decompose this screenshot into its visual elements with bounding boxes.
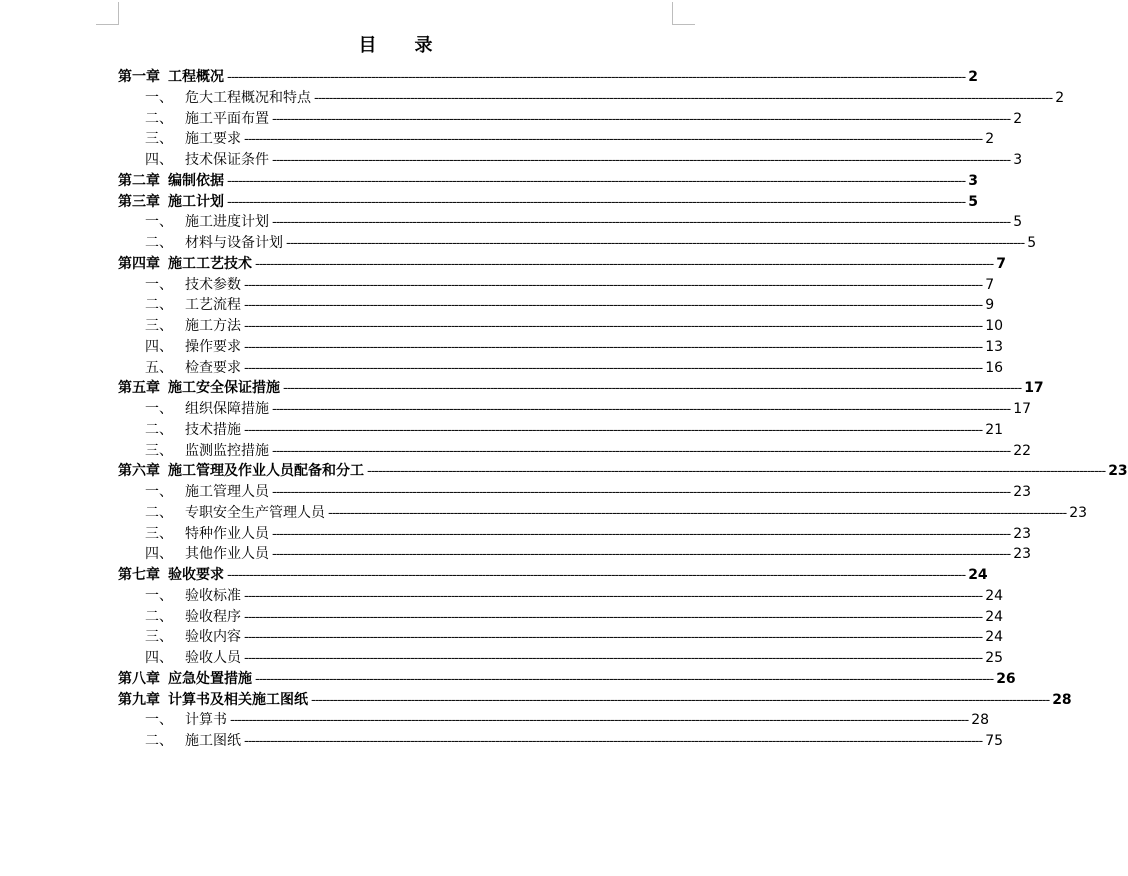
toc-entry-page-number: 24 — [985, 629, 1004, 646]
toc-entry-title: 检查要求 — [185, 359, 241, 376]
toc-entry-number: 三、 — [145, 442, 173, 459]
toc-entry-page-number: 23 — [1013, 546, 1032, 563]
toc-entry-title: 工艺流程 — [185, 297, 241, 314]
toc-entry-page-number: 7 — [996, 255, 1006, 272]
toc-dot-leader: -------------------------------------------------------------------------------------------------------------------------------------------------------------------------------------------------------- — [244, 734, 983, 749]
toc-entry-page-number: 17 — [1024, 380, 1044, 397]
toc-entry-number: 第二章 — [118, 172, 160, 189]
toc-entry-title: 施工安全保证措施 — [168, 380, 280, 397]
toc-entry-number: 三、 — [145, 629, 173, 646]
toc-section-entry[interactable] — [118, 212, 1023, 233]
toc-dot-leader: -------------------------------------------------------------------------------------------------------------------------------------------------------------------------------------------------------- — [244, 651, 983, 666]
toc-entry-number: 四、 — [145, 546, 173, 563]
toc-entry-number: 一、 — [145, 214, 173, 231]
toc-entry-number: 二、 — [145, 297, 173, 314]
toc-dot-leader: -------------------------------------------------------------------------------------------------------------------------------------------------------------------------------------------------------- — [244, 588, 983, 604]
toc-entry-page-number: 23 — [1069, 504, 1088, 521]
toc-title-right-char: 录 — [414, 35, 435, 56]
toc-entry-page-number: 25 — [985, 650, 1004, 666]
toc-section-entry[interactable] — [118, 586, 1004, 607]
toc-entry-number: 第五章 — [118, 380, 160, 397]
toc-entry-page-number: 24 — [968, 567, 988, 583]
toc-section-entry[interactable] — [118, 441, 1032, 462]
toc-entry-title: 施工进度计划 — [185, 214, 269, 231]
toc-entry-title: 技术措施 — [185, 421, 241, 438]
toc-chapter-entry[interactable] — [118, 192, 978, 213]
toc-section-entry[interactable] — [118, 503, 1088, 524]
toc-entry-number: 一、 — [145, 484, 173, 500]
toc-entry-title: 编制依据 — [168, 172, 224, 189]
toc-dot-leader: -------------------------------------------------------------------------------------------------------------------------------------------------------------------------------------------------------- — [244, 360, 983, 376]
toc-entry-page-number: 9 — [985, 297, 995, 314]
toc-section-entry[interactable] — [118, 233, 1037, 254]
toc-entry-page-number: 28 — [971, 712, 990, 729]
toc-entry-title: 验收程序 — [185, 608, 241, 625]
toc-section-entry[interactable] — [118, 524, 1032, 545]
toc-dot-leader: -------------------------------------------------------------------------------------------------------------------------------------------------------------------------------------------------------- — [244, 609, 983, 625]
toc-entry-page-number: 5 — [1013, 214, 1023, 231]
toc-dot-leader: -------------------------------------------------------------------------------------------------------------------------------------------------------------------------------------------------------- — [272, 153, 1011, 168]
table-of-contents — [118, 67, 1128, 752]
toc-dot-leader: -------------------------------------------------------------------------------------------------------------------------------------------------------------------------------------------------------- — [230, 713, 969, 729]
toc-entry-title: 施工要求 — [185, 131, 241, 148]
toc-entry-number: 二、 — [145, 421, 173, 438]
toc-entry-page-number: 16 — [985, 359, 1004, 376]
toc-chapter-entry[interactable] — [118, 378, 1044, 399]
toc-section-entry[interactable] — [118, 129, 995, 150]
toc-dot-leader: -------------------------------------------------------------------------------------------------------------------------------------------------------------------------------------------------------- — [272, 111, 1011, 127]
toc-dot-leader: -------------------------------------------------------------------------------------------------------------------------------------------------------------------------------------------------------- — [283, 381, 1022, 397]
toc-entry-page-number: 5 — [968, 193, 978, 210]
toc-dot-leader: -------------------------------------------------------------------------------------------------------------------------------------------------------------------------------------------------------- — [244, 132, 983, 148]
toc-chapter-entry[interactable] — [118, 67, 978, 88]
toc-entry-page-number: 3 — [968, 172, 978, 189]
toc-dot-leader: -------------------------------------------------------------------------------------------------------------------------------------------------------------------------------------------------------- — [272, 485, 1011, 500]
toc-entry-number: 一、 — [145, 712, 173, 729]
toc-entry-title: 材料与设备计划 — [185, 235, 283, 251]
toc-dot-leader: -------------------------------------------------------------------------------------------------------------------------------------------------------------------------------------------------------- — [244, 339, 983, 355]
toc-title — [0, 34, 793, 58]
toc-dot-leader: -------------------------------------------------------------------------------------------------------------------------------------------------------------------------------------------------------- — [244, 422, 983, 438]
toc-section-entry[interactable] — [118, 337, 1004, 358]
toc-section-entry[interactable] — [118, 544, 1032, 565]
toc-chapter-entry[interactable] — [118, 461, 1128, 482]
toc-entry-number: 一、 — [145, 587, 173, 604]
toc-dot-leader: -------------------------------------------------------------------------------------------------------------------------------------------------------------------------------------------------------- — [227, 194, 966, 210]
toc-section-entry[interactable] — [118, 88, 1065, 109]
toc-entry-number: 二、 — [145, 110, 173, 127]
toc-entry-title: 应急处置措施 — [168, 670, 252, 687]
toc-entry-number: 三、 — [145, 318, 173, 334]
toc-dot-leader: -------------------------------------------------------------------------------------------------------------------------------------------------------------------------------------------------------- — [311, 692, 1050, 708]
toc-section-entry[interactable] — [118, 109, 1023, 130]
toc-title-left-char: 目 — [358, 35, 379, 56]
toc-entry-page-number: 24 — [985, 587, 1004, 604]
toc-chapter-entry[interactable] — [118, 565, 988, 586]
toc-section-entry[interactable] — [118, 627, 1004, 648]
toc-entry-title: 施工平面布置 — [185, 110, 269, 127]
toc-entry-number: 一、 — [145, 89, 173, 106]
toc-entry-title: 技术参数 — [185, 276, 241, 293]
toc-dot-leader: -------------------------------------------------------------------------------------------------------------------------------------------------------------------------------------------------------- — [227, 173, 966, 189]
toc-entry-number: 第八章 — [118, 670, 160, 687]
toc-entry-page-number: 28 — [1052, 691, 1072, 708]
toc-dot-leader: -------------------------------------------------------------------------------------------------------------------------------------------------------------------------------------------------------- — [255, 671, 994, 687]
toc-dot-leader: -------------------------------------------------------------------------------------------------------------------------------------------------------------------------------------------------------- — [272, 402, 1011, 417]
toc-entry-page-number: 23 — [1013, 484, 1032, 500]
toc-entry-number: 四、 — [145, 152, 173, 168]
toc-dot-leader: -------------------------------------------------------------------------------------------------------------------------------------------------------------------------------------------------------- — [227, 568, 966, 583]
toc-entry-page-number: 23 — [1108, 463, 1128, 480]
toc-entry-number: 第七章 — [118, 567, 160, 583]
toc-section-entry[interactable] — [118, 295, 995, 316]
toc-dot-leader: -------------------------------------------------------------------------------------------------------------------------------------------------------------------------------------------------------- — [244, 298, 983, 314]
toc-entry-number: 四、 — [145, 338, 173, 355]
toc-section-entry[interactable] — [118, 316, 1004, 337]
toc-section-entry[interactable] — [118, 150, 1023, 171]
toc-entry-number: 二、 — [145, 608, 173, 625]
toc-chapter-entry[interactable] — [118, 669, 1016, 690]
toc-dot-leader: -------------------------------------------------------------------------------------------------------------------------------------------------------------------------------------------------------- — [314, 90, 1053, 106]
toc-section-entry[interactable] — [118, 275, 995, 296]
toc-section-entry[interactable] — [118, 648, 1004, 669]
toc-entry-page-number: 2 — [968, 69, 978, 85]
toc-dot-leader: -------------------------------------------------------------------------------------------------------------------------------------------------------------------------------------------------------- — [244, 319, 983, 334]
toc-entry-number: 第一章 — [118, 69, 160, 85]
toc-entry-number: 五、 — [145, 359, 173, 376]
toc-entry-page-number: 2 — [1055, 89, 1065, 106]
toc-entry-page-number: 2 — [1013, 110, 1023, 127]
toc-entry-title: 专职安全生产管理人员 — [185, 504, 325, 521]
toc-entry-title: 组织保障措施 — [185, 401, 269, 417]
toc-entry-title: 技术保证条件 — [185, 152, 269, 168]
toc-section-entry[interactable] — [118, 420, 1004, 441]
toc-entry-title: 验收内容 — [185, 629, 241, 646]
toc-entry-title: 验收标准 — [185, 587, 241, 604]
toc-section-entry[interactable] — [118, 482, 1032, 503]
toc-entry-title: 施工计划 — [168, 193, 224, 210]
toc-entry-title: 危大工程概况和特点 — [185, 89, 311, 106]
crop-mark-top-right — [672, 2, 695, 25]
toc-chapter-entry[interactable] — [118, 254, 1006, 275]
toc-section-entry[interactable] — [118, 358, 1004, 379]
toc-entry-number: 二、 — [145, 504, 173, 521]
toc-dot-leader: -------------------------------------------------------------------------------------------------------------------------------------------------------------------------------------------------------- — [367, 464, 1106, 480]
toc-entry-number: 第四章 — [118, 255, 160, 272]
toc-entry-page-number: 22 — [1013, 442, 1032, 459]
toc-dot-leader: -------------------------------------------------------------------------------------------------------------------------------------------------------------------------------------------------------- — [272, 547, 1011, 563]
toc-entry-number: 二、 — [145, 733, 173, 749]
toc-section-entry[interactable] — [118, 731, 1004, 752]
toc-entry-page-number: 23 — [1013, 525, 1032, 542]
toc-entry-title: 施工工艺技术 — [168, 255, 252, 272]
toc-entry-page-number: 24 — [985, 608, 1004, 625]
toc-entry-number: 三、 — [145, 131, 173, 148]
toc-entry-title: 特种作业人员 — [185, 525, 269, 542]
toc-entry-page-number: 26 — [996, 670, 1016, 687]
toc-entry-page-number: 10 — [985, 318, 1004, 334]
toc-entry-page-number: 7 — [985, 276, 995, 293]
toc-entry-number: 第六章 — [118, 463, 160, 480]
toc-entry-page-number: 13 — [985, 338, 1004, 355]
toc-entry-title: 验收人员 — [185, 650, 241, 666]
toc-dot-leader: -------------------------------------------------------------------------------------------------------------------------------------------------------------------------------------------------------- — [272, 526, 1011, 542]
toc-dot-leader: -------------------------------------------------------------------------------------------------------------------------------------------------------------------------------------------------------- — [227, 70, 966, 85]
toc-dot-leader: -------------------------------------------------------------------------------------------------------------------------------------------------------------------------------------------------------- — [272, 215, 1011, 231]
toc-entry-title: 计算书 — [185, 712, 227, 729]
toc-dot-leader: -------------------------------------------------------------------------------------------------------------------------------------------------------------------------------------------------------- — [255, 256, 994, 272]
toc-entry-number: 一、 — [145, 276, 173, 293]
toc-entry-number: 第三章 — [118, 193, 160, 210]
toc-section-entry[interactable] — [118, 710, 990, 731]
toc-entry-title: 操作要求 — [185, 338, 241, 355]
toc-dot-leader: -------------------------------------------------------------------------------------------------------------------------------------------------------------------------------------------------------- — [286, 236, 1025, 251]
toc-entry-title: 工程概况 — [168, 69, 224, 85]
toc-entry-number: 三、 — [145, 525, 173, 542]
toc-entry-page-number: 3 — [1013, 152, 1023, 168]
toc-dot-leader: -------------------------------------------------------------------------------------------------------------------------------------------------------------------------------------------------------- — [244, 277, 983, 293]
toc-entry-page-number: 5 — [1027, 235, 1037, 251]
toc-chapter-entry[interactable] — [118, 690, 1072, 711]
toc-chapter-entry[interactable] — [118, 171, 978, 192]
crop-mark-top-left — [96, 2, 119, 25]
toc-entry-title: 施工图纸 — [185, 733, 241, 749]
toc-section-entry[interactable] — [118, 399, 1032, 420]
toc-entry-title: 验收要求 — [168, 567, 224, 583]
toc-entry-title: 施工管理及作业人员配备和分工 — [168, 463, 364, 480]
toc-dot-leader: -------------------------------------------------------------------------------------------------------------------------------------------------------------------------------------------------------- — [272, 443, 1011, 459]
toc-entry-title: 施工方法 — [185, 318, 241, 334]
toc-entry-page-number: 17 — [1013, 401, 1032, 417]
toc-section-entry[interactable] — [118, 607, 1004, 628]
toc-entry-page-number: 75 — [985, 733, 1004, 749]
toc-entry-page-number: 21 — [985, 421, 1004, 438]
toc-entry-number: 第九章 — [118, 691, 160, 708]
toc-dot-leader: -------------------------------------------------------------------------------------------------------------------------------------------------------------------------------------------------------- — [244, 630, 983, 646]
toc-dot-leader: -------------------------------------------------------------------------------------------------------------------------------------------------------------------------------------------------------- — [328, 505, 1067, 521]
toc-entry-number: 一、 — [145, 401, 173, 417]
toc-entry-title: 监测监控措施 — [185, 442, 269, 459]
toc-entry-title: 其他作业人员 — [185, 546, 269, 563]
toc-entry-number: 四、 — [145, 650, 173, 666]
toc-entry-title: 计算书及相关施工图纸 — [168, 691, 308, 708]
toc-entry-number: 二、 — [145, 235, 173, 251]
toc-entry-page-number: 2 — [985, 131, 995, 148]
toc-entry-title: 施工管理人员 — [185, 484, 269, 500]
